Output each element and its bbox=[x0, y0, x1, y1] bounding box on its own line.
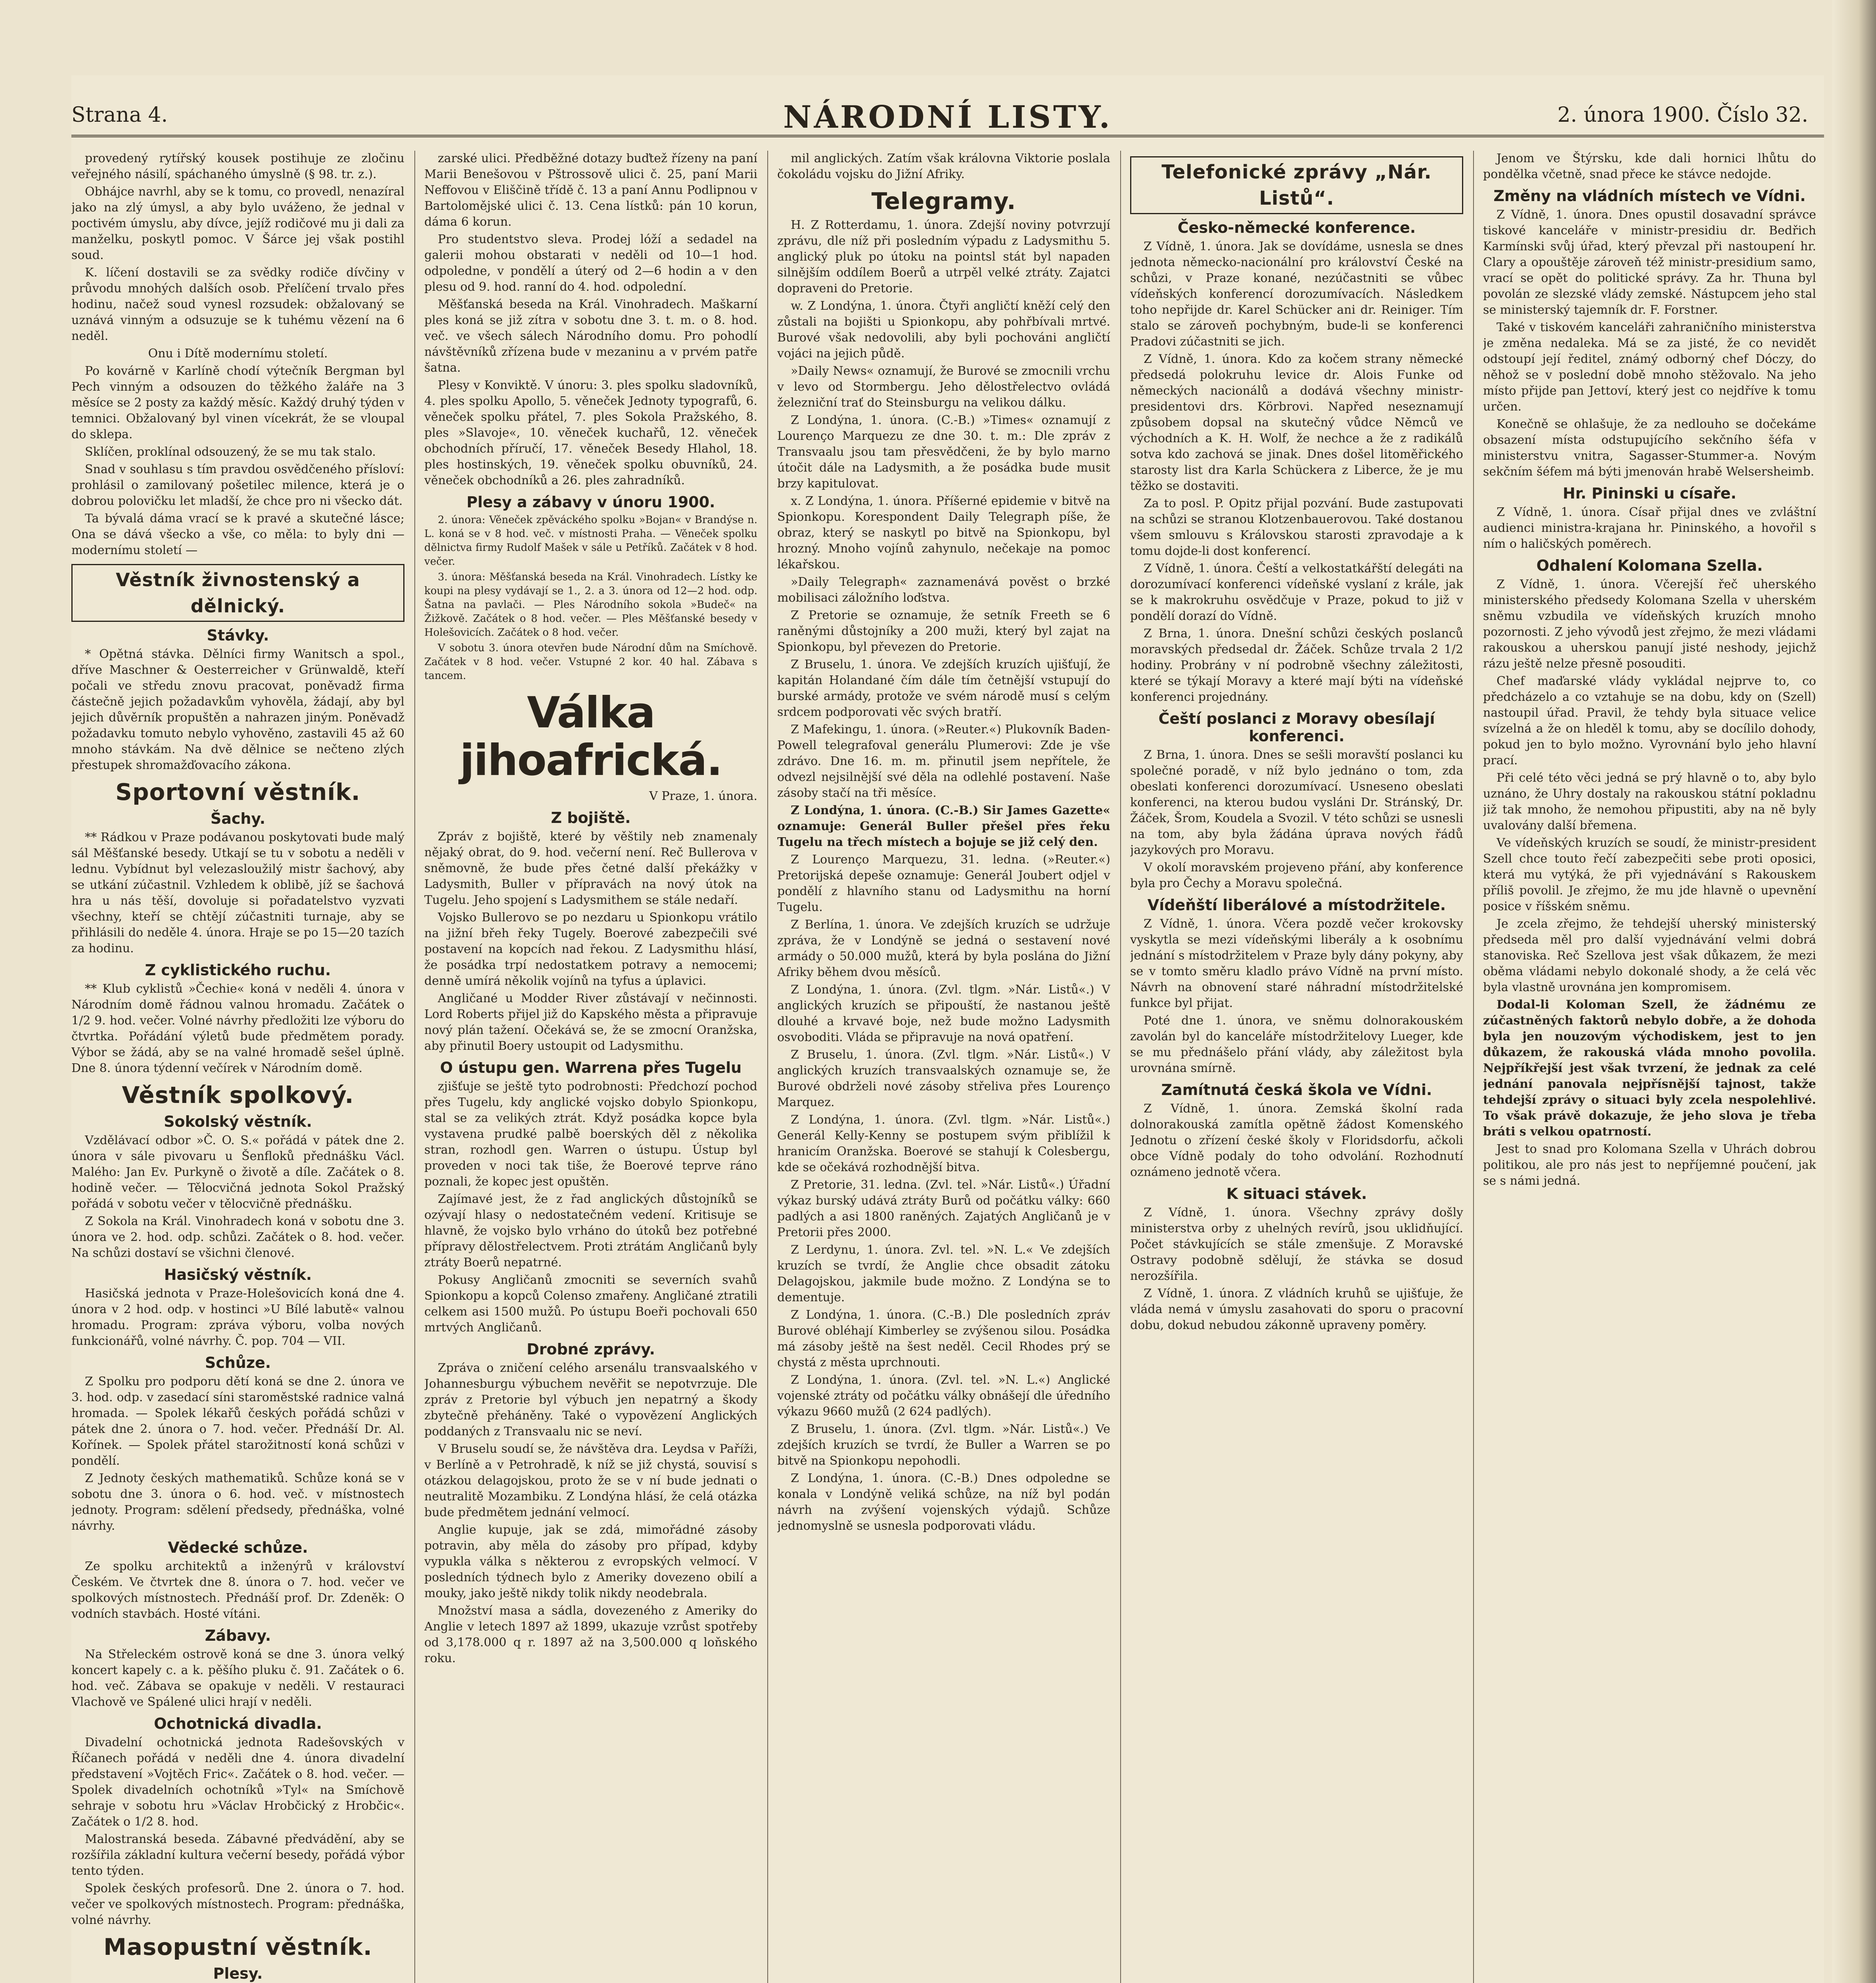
article-paragraph: Hasičská jednota v Praze-Holešovicích koná dne 4. února v 2 hod. odp. v hostinci »U Bílé labutě« valnou hromadu. Program: zpráva výboru, volba nových funkcionářů, volné návrhy. Č. pop. 704 — VII. bbox=[71, 1287, 404, 1348]
page-header bbox=[71, 99, 1824, 137]
article-paragraph: V okolí moravském projeveno přání, aby konference byla pro Čechy a Moravu společná. bbox=[1130, 861, 1463, 890]
article-paragraph: V Bruselu soudí se, že návštěva dra. Leydsa v Paříži, v Berlíně a v Petrohradě, k níž se již chystá, souvisí s otázkou delagojskou, proto že se v ní bude jednati o neutralitě Mozambiku. Z Londýna hlásí, že celá otázka bude předmětem jednání velmocí. bbox=[424, 1442, 757, 1519]
article-paragraph: Pro studentstvo sleva. Prodej lóží a sedadel na galerii mohou obstarati v neděli od 10—1 hod. odpoledne, v pondělí a úterý od 2—6 hodin a v den plesu od 9. hod. ranní do 4. hod. odpolední. bbox=[424, 232, 757, 294]
article-paragraph: Z Vídně, 1. února. Dnes opustil dosavadní správce tiskové kanceláře v ministr-presidiu dr. Bedřich Karmínski svůj úřad, který převzal při nastoupení hr. Clary a opouštěje zároveň též ministr-presidium samo, vrací se opět do politické správy. Za hr. Thuna byl povolán ze slezské vlády zemské. Nástupcem jeho stal se ministerský tajemník dr. F. Forstner. bbox=[1483, 208, 1816, 317]
article-paragraph: Z Vídně, 1. února. Včera pozdě večer krokovsky vyskytla se mezi vídeňskými liberály a k osobnímu jednání s místodržitelem v Praze byly dány pokyny, aby se v tomto směru kladlo právo Vídně na první místo. Návrh na obnovení staré náhradní místodržitelské funkce byl přijat. bbox=[1130, 917, 1463, 1010]
article-paragraph: Snad v souhlasu s tím pravdou osvědčeného přísloví: prohlásil o zamilovaný pošetilec milence, která je o dobrou polovičku let mladší, že chce pro ni všecko dát. bbox=[71, 462, 404, 508]
subsection-heading: Hr. Pininski u císaře. bbox=[1563, 485, 1736, 502]
article-paragraph: Ve vídeňských kruzích se soudí, že ministr-president Szell chce touto řečí zabezpečiti sebe proti oposici, která mu vytýká, že při vyjednávání s Rakouskem příliš povolil. Je zřejmo, že mu jde hlavně o upevnění posice v říšském sněmu. bbox=[1483, 836, 1816, 913]
newspaper-page bbox=[71, 75, 1824, 1983]
article-paragraph: Z Vídně, 1. února. Z vládních kruhů se ujišťuje, že vláda nemá v úmyslu zasahovati do sporu o pracovní dobu, dokud nebudou zákonně upraveny poměry. bbox=[1130, 1287, 1463, 1332]
column-1 bbox=[71, 151, 404, 1983]
article-paragraph: Z Pretorie, 31. ledna. (Zvl. tel. »Nár. Listů«.) Úřadní výkaz burský udává ztráty Burů od počátku války: 660 padlých a asi 1800 raněných. Zajatých Angličanů je v Pretorii přes 2000. bbox=[777, 1178, 1110, 1239]
article-paragraph: Z Lourenço Marquezu, 31. ledna. (»Reuter.«) Pretorijská depeše oznamuje: Generál Joubert odjel v pondělí z hlavního stanu od Ladysmithu na horní Tugelu. bbox=[777, 853, 1110, 914]
column-rule bbox=[1473, 151, 1474, 1983]
subsection-heading: Stávky. bbox=[207, 627, 269, 644]
column-rule bbox=[414, 151, 415, 1983]
article-paragraph: Z Vídně, 1. února. Včerejší řeč uherského ministerského předsedy Kolomana Szella v uherském sněmu vzbudila ve vídeňských kruzích mnoho pozornosti. Z jeho vývodů jest zřejmo, že mezi vládami rakouskou a uherskou panují jisté neshody, jejichž rázu ještě nelze přesně posouditi. bbox=[1483, 577, 1816, 671]
article-paragraph: Konečně se ohlašuje, že za nedlouho se dočekáme obsazení místa odstupujícího sekčního šéfa v ministerstvu vnitra, Sagasser-Stummer-a. Novým sekčním šéfem má býti jmenován hrabě Welsersheimb. bbox=[1483, 417, 1816, 479]
page-number: Strana 4. bbox=[71, 103, 168, 127]
article-paragraph: Z Brna, 1. února. Dnešní schůzi českých poslanců moravských předsedal dr. Žáček. Schůze trvala 2 1/2 hodiny. Probrány v ní podrobně všechny záležitosti, které se týkají Moravy a které mají býti na vídeňské konferenci projednány. bbox=[1130, 627, 1463, 704]
article-paragraph: Obhájce navrhl, aby se k tomu, co provedl, nenazíral jako na zlý úmysl, a aby bylo uváženo, že jednal v poctivém úmyslu, aby dívce, jejíž rodičové mu ji dali za manželku, poskytl pomoc. V Šárce jej však postihl soud. bbox=[71, 185, 404, 262]
article-paragraph: Z Jednoty českých mathematiků. Schůze koná se v sobotu dne 3. února o 6. hod. več. v místnostech jednoty. Program: sdělení předsedy, přednáška, volné návrhy. bbox=[71, 1471, 404, 1533]
column-4 bbox=[1130, 151, 1463, 1983]
column-3 bbox=[777, 151, 1110, 1983]
article-paragraph: ** Rádkou v Praze podávanou poskytovati bude malý sál Měšťanské besedy. Utkají se tu v sobotu a neděli v lednu. Vybídnut byl velezasloužilý mistr šachový, aby se utkání zúčastnil. Vzhledem k oblibě, jíž se šachová hra u nás těší, dovoluje si pořadatelstvo vyzvati všechny, kteří se chtějí zúčastniti turnaje, aby se přihlásili do neděle 4. února. Hraje se po 15—20 tazích za hodinu. bbox=[71, 830, 404, 955]
article-paragraph: Z Pretorie se oznamuje, že setník Freeth se 6 raněnými důstojníky a 200 muži, který byl zajat na Spionkopu, byl převezen do Pretorie. bbox=[777, 608, 1110, 654]
column-2 bbox=[424, 151, 757, 1983]
article-paragraph: Z Vídně, 1. února. Čeští a velkostatkářští delegáti na dorozumívací konferenci vídeňské vyslaní z krále, jak se k makrokruhu osvědčuje v Praze, pokud to již v pondělí dorazí do Vídně. bbox=[1130, 562, 1463, 623]
article-paragraph: Anglie kupuje, jak se zdá, mimořádné zásoby potravin, aby měla do zásoby pro případ, kdyby vypukla válka s některou z evropských velmocí. V posledních týdnech bylo z Ameriky dovezeno obilí a mouky, jako ještě nikdy tolik nikdy neodebrala. bbox=[424, 1523, 757, 1600]
section-heading: Masopustní věstník. bbox=[103, 1933, 372, 1960]
article-paragraph: Sklíčen, proklínal odsouzený, že se mu tak stalo. bbox=[85, 445, 376, 459]
subsection-heading: Sokolský věstník. bbox=[164, 1113, 312, 1130]
subsection-heading: Česko-německé konference. bbox=[1177, 219, 1416, 236]
subsection-heading: Plesy a zábavy v únoru 1900. bbox=[466, 493, 715, 511]
article-paragraph: Po kovárně v Karlíně chodí výtečník Bergman byl Pech vinným a odsouzen do těžkého žaláře na 3 měsíce se 2 posty za každý měsíc. Každý druhý týden v temnici. Obžalovaný byl vinen vícekrát, že se vloupal do sklepa. bbox=[71, 364, 404, 441]
page-edge-shadow bbox=[1832, 0, 1876, 1983]
dateline: V Praze, 1. února. bbox=[649, 789, 757, 803]
article-paragraph: Z Berlína, 1. února. Ve zdejších kruzích se udržuje zpráva, že v Londýně se jedná o sestavení nové armády o 50.000 mužů, která by byla poslána do Jižní Afriky během dvou měsíců. bbox=[777, 918, 1110, 979]
article-paragraph: Dodal-li Koloman Szell, že žádnému ze zúčastněných faktorů nebylo dobře, a že dohoda byla jen nouzovým východiskem, jest to jen důkazem, že rakouská vláda mnoho povolila. Nejpříkřejší jest však tvrzení, že jednak za celé jednání panovala nejpřísnější tajnost, takže tehdejší zprávy o situaci byly zcela nespolehlivé. To však právě dokazuje, že jeho slova je třeba bráti s velkou opatrností. bbox=[1483, 998, 1816, 1139]
subsection-heading: Čeští poslanci z Moravy obesílají konferenci. bbox=[1158, 710, 1435, 745]
subsection-heading: Plesy. bbox=[213, 1965, 263, 1982]
article-paragraph: 3. února: Měšťanská beseda na Král. Vinohradech. Lístky ke koupi na plesy vydávají se 1., 2. a 3. února od 12—2 hod. odp. Šatna na pavlači. — Ples Národního sokola »Budeč« na Žižkově. Začátek o 8 hod. večer. — Ples Měšťanské besedy v Holešovicích. Začátek o 8 hod. večer. bbox=[424, 571, 757, 639]
subsection-heading: Zábavy. bbox=[205, 1627, 271, 1644]
article-paragraph: Chef maďarské vlády vykládal nejprve to, co předcházelo a co vztahuje se na dobu, kdy on (Szell) nastoupil úřad. Pravil, že tehdy byla situace velice svízelná a že on hleděl k tomu, aby se docílilo dohody, pokud jen to bylo možno. Vyrovnání bylo jeho hlavní prací. bbox=[1483, 674, 1816, 767]
article-paragraph: Z Vídně, 1. února. Císař přijal dnes ve zvláštní audienci ministra-krajana hr. Pininského, a hovořil s ním o haličských poměrech. bbox=[1483, 505, 1816, 551]
article-paragraph: Z Vídně, 1. února. Zemská školní rada dolnorakouská zamítla opětně žádost Komenského Jednotu o zřízení české školy v Floridsdorfu, ačkoli obce Vídně podaly do toho odvolání. Rozhodnutí oznámeno jednotě včera. bbox=[1130, 1102, 1463, 1179]
article-paragraph: x. Z Londýna, 1. února. Příšerné epidemie v bitvě na Spionkopu. Korespondent Daily Telegraph píše, že obraz, který se naskytl po bitvě na Spionkopu, byl hrozný. Mnoho vojínů zahynulo, nečekaje na pomoc lékařskou. bbox=[777, 494, 1110, 572]
article-paragraph: Ta bývalá dáma vrací se k pravé a skutečné lásce; Ona se dává všecko a vše, co měla: to byly dni — modernímu století — bbox=[71, 512, 404, 557]
article-paragraph: zarské ulici. Předběžné dotazy buďtež řízeny na paní Marii Benešovou v Pštrossově ulici č. 25, paní Marii Neffovou v Eliščině třídě č. 13 a paní Annu Podlipnou v Bartolomějské ulici č. 13. Cena lístků: pán 10 korun, dáma 6 korun. bbox=[424, 152, 757, 229]
article-paragraph: Z Spolku pro podporu dětí koná se dne 2. února ve 3. hod. odp. v zasedací síni staroměstské radnice valná hromada. — Spolek lékařů českých pořádá schůzi v pátek dne 2. února o 7. hod. večer. Přednáší Dr. Al. Kořínek. — Spolek přátel starožitností koná schůzi v pondělí. bbox=[71, 1375, 404, 1468]
subsection-heading: Z bojiště. bbox=[551, 809, 631, 827]
subsection-heading: Změny na vládních místech ve Vídni. bbox=[1493, 187, 1806, 205]
article-paragraph: Na Střeleckém ostrově koná se dne 3. února velký koncert kapely c. a k. pěšího pluku č. 91. Začátek o 6. hod. več. Zábava se opakuje v neděli. V restauraci Vlachově ve Spálené ulici hrají v neděli. bbox=[71, 1647, 404, 1709]
article-paragraph: »Daily Telegraph« zaznamenává pověst o brzké mobilisaci záložního loďstva. bbox=[777, 575, 1110, 605]
article-paragraph: Zajímavé jest, že z řad anglických důstojníků se ozývají hlasy o nedostatečném vedení. Kritisuje se hlavně, že vojsko bylo vrháno do útoků bez potřebné přípravy dělostřelectvem. Proti ztrátám Angličanů byly ztráty Boerů nepatrné. bbox=[424, 1192, 757, 1270]
article-paragraph: Měšťanská beseda na Král. Vinohradech. Maškarní ples koná se již zítra v sobotu dne 3. t. m. o 8. hod. več. ve všech sálech Národního domu. Pro pohodlí návštěvníků zřízena bude v mezaninu a v prvém patře šatna. bbox=[424, 297, 757, 375]
article-paragraph: Z Vídně, 1. února. Jak se dovídáme, usnesla se dnes jednota německo-nacionální pro království České na schůzi, v Praze konané, nezúčastniti se vůbec vídeňských konferencí dorozumívacích. Následkem toho nepřijde dr. Karel Schücker ani dr. Reiniger. Tím stalo se zároveň pochybným, bude-li se konferenci Pradovi zúčastniti se jich. bbox=[1130, 240, 1463, 349]
subsection-heading: O ústupu gen. Warrena přes Tugelu bbox=[440, 1059, 742, 1076]
section-heading: Věstník živnostenský a dělnický. bbox=[71, 564, 404, 622]
subsection-heading: Vídeňští liberálové a místodržitele. bbox=[1147, 896, 1446, 914]
subsection-heading: Drobné zprávy. bbox=[527, 1341, 655, 1358]
article-paragraph: Z Bruselu, 1. února. (Zvl. tlgm. »Nár. Listů«.) V anglických kruzích transvaalských oznamuje se, že Burové obdrželi nové zásoby střeliva přes Lourenço Marquez. bbox=[777, 1048, 1110, 1109]
article-paragraph: provedený rytířský kousek postihuje ze zločinu veřejného násilí, spáchaného úmyslně (§ 98. tr. z.). bbox=[71, 152, 404, 181]
article-paragraph: Zpráv z bojiště, které by věštily neb znamenaly nějaký obrat, do 9. hod. večerní není. Reč Bullerova v sněmovně, že bude přes četné další překážky v Ladysmith, Buller v přípravách na nový útok na Tugelu. Jeho spojení s Ladysmithem se stále nedaří. bbox=[424, 830, 757, 907]
article-paragraph: Angličané u Modder River zůstávají v nečinnosti. Lord Roberts přijel již do Kapského města a připravuje nový plán tažení. Očekává se, že se zmocní Oranžska, aby přinutil Boery ustoupit od Ladysmithu. bbox=[424, 992, 757, 1053]
article-paragraph: Z Mafekingu, 1. února. (»Reuter.«) Plukovník Baden-Powell telegrafoval generálu Plumerovi: Zde je vše zdrávo. Dne 16. m. m. přinutil jsem nepřítele, že odvezl nejsilnější své děla na odlehlé postavení. Naše zásoby stačí na tři měsíce. bbox=[777, 723, 1110, 800]
article-paragraph: H. Z Rotterdamu, 1. února. Zdejší noviny potvrzují zprávu, dle níž při posledním výpadu z Ladysmithu 5. anglický pluk po útoku na pointsl stát byl napaden silnějším oddílem Boerů a utrpěl velké ztráty. Zajatci dopraveni do Pretorie. bbox=[777, 218, 1110, 295]
article-paragraph: »Daily News« oznamují, že Burové se zmocnili vrchu v levo od Stormbergu. Jeho dělostřelectvo ovládá železniční trať do Steinsburgu na velikou dálku. bbox=[777, 364, 1110, 410]
subsection-heading: Odhalení Kolomana Szella. bbox=[1536, 557, 1763, 574]
article-paragraph: Jest to snad pro Kolomana Szella v Uhrách dobrou politikou, ale pro nás jest to nepříjemné poučení, jak se s námi jedná. bbox=[1483, 1142, 1816, 1188]
section-heading: Telegramy. bbox=[871, 188, 1016, 215]
article-paragraph: ** Klub cyklistů »Čechie« koná v neděli 4. února v Národním domě řádnou valnou hromadu. Začátek o 1/2 9. hod. večer. Volné návrhy předložiti lze výboru do čtvrtka. Pořádání výletů bude předmětem porady. Výbor se žádá, aby se na valné hromadě sešel úplně. Dne 8. února týdenní večírek v Národním domě. bbox=[71, 982, 404, 1075]
subsection-heading: K situaci stávek. bbox=[1226, 1185, 1367, 1202]
article-paragraph: Z Brna, 1. února. Dnes se sešli moravští poslanci ku společné poradě, v níž bylo jednáno o tom, zda obeslati konferenci dorozumívací. Usneseno obeslati konferenci, na kterou budou vysláni Dr. Stránský, Dr. Žáček, Šrom, Koudela a Svozil. V této schůzi se usnesli na tom, aby byla žádána úprava nových řádů jazykových pro Moravu. bbox=[1130, 748, 1463, 857]
article-paragraph: Také v tiskovém kanceláři zahraničního ministerstva je změna nedaleka. Má se za jisté, že co nevidět odstoupí její ředitel, známý odborný chef Dóczy, do něhož se v poslední době mnoho stěžovalo. Na jeho místo přijde pan Jettoví, který jest co nejdříve k tomu určen. bbox=[1483, 320, 1816, 414]
article-paragraph: Vojsko Bullerovo se po nezdaru u Spionkopu vrátilo na jižní břeh řeky Tugely. Boerové zabezpečili své postavení na kopcích nad řekou. Z Ladysmithu hlásí, že posádka trpí nedostatkem potravy a nemocemi; denně umírá několik vojínů na tyfus a úplavici. bbox=[424, 911, 757, 988]
article-paragraph: Množství masa a sádla, dovezeného z Ameriky do Anglie v letech 1897 až 1899, ukazuje vzrůst spotřeby od 3,178.000 q r. 1897 až na 3,500.000 q loňského roku. bbox=[424, 1604, 757, 1665]
article-paragraph: Z Londýna, 1. února. (Zvl. tel. »N. L.«) Anglické vojenské ztráty od počátku války obnášejí dle úředního výkazu 9660 mužů (2 624 padlých). bbox=[777, 1373, 1110, 1419]
war-headline: Válka jihoafrická. bbox=[460, 688, 722, 785]
article-paragraph: Z Lerdynu, 1. února. Zvl. tel. »N. L.« Ve zdejších kruzích se tvrdí, že Anglie chce obsadit zátoku Delagojskou, jakmile bude možno. Z Londýna se to dementuje. bbox=[777, 1243, 1110, 1304]
article-paragraph: Vzdělávací odbor »Č. O. S.« pořádá v pátek dne 2. února v sále pivovaru u Šenfloků přednášku Václ. Malého: Jan Ev. Purkyně o životě a díle. Začátek o 8. hodině večer. — Tělocvičná jednota Sokol Pražský pořádá v sobotu večer v tělocvičně přednášku. bbox=[71, 1133, 404, 1211]
article-paragraph: Plesy v Konviktě. V únoru: 3. ples spolku sladovníků, 4. ples spolku Apollo, 5. věneček Jednoty typografů, 6. věneček spolku přátel, 7. ples Sokola Pražského, 8. ples »Slavoje«, 10. věneček kuchařů, 12. věneček obchodních příručí, 17. věneček Besedy Hlahol, 18. ples hostinských, 19. věneček spolku obuvníků, 24. věneček obchodníků a 26. ples zahradníků. bbox=[424, 378, 757, 487]
section-heading: Věstník spolkový. bbox=[122, 1082, 354, 1108]
column-5 bbox=[1483, 151, 1816, 1983]
article-paragraph: Z Vídně, 1. února. Všechny zprávy došly ministerstva orby z uhelných revírů, jsou uklidňující. Počet stávkujících se stále zmenšuje. Z Moravské Ostravy podobně sdělují, že stávka se dosud nerozšířila. bbox=[1130, 1206, 1463, 1283]
article-paragraph: w. Z Londýna, 1. února. Čtyři angličtí kněží celý den zůstali na bojišti u Spionkopu, aby pohřbívali mrtvé. Burové však nedovolili, aby byli pochováni angličtí vojáci na jejich půdě. bbox=[777, 299, 1110, 361]
article-paragraph: Z Londýna, 1. února. (C.-B.) Dle posledních zpráv Burové obléhají Kimberley se zvýšenou silou. Posádka má zásoby ještě na šest neděl. Cecil Rhodes prý se chystá z města uprchnouti. bbox=[777, 1308, 1110, 1369]
subsection-heading: Ochotnická divadla. bbox=[154, 1715, 322, 1732]
issue-date-number: 2. února 1900. Číslo 32. bbox=[1557, 103, 1808, 127]
article-paragraph: * Opětná stávka. Dělníci firmy Wanitsch a spol., dříve Maschner & Oesterreicher v Grünwaldě, kteří počali ve středu znovu pracovat, poněvadž firma částečně jejich požadavkům vyhověla, žádají, aby byl jejich důvěrník propuštěn a nahrazen jiným. Poněvadž požadavku tomuto nebylo vyhověno, zastavili 45 až 60 mnoho stávkám. Na dvě dělnice se nečteno zlých přestupek shromažďovacího zákona. bbox=[71, 647, 404, 772]
article-paragraph: Z Londýna, 1. února. (C.-B.) »Times« oznamují z Lourenço Marquezu ze dne 30. t. m.: Dle zpráv z Transvaalu jsou tam přesvědčeni, že by bylo marno útočit dále na Ladysmith, a že posádka bude musit brzy kapitulovat. bbox=[777, 413, 1110, 491]
masthead-title: NÁRODNÍ LISTY. bbox=[783, 99, 1112, 135]
article-paragraph: Z Londýna, 1. února. (C.-B.) Dnes odpoledne se konala v Londýně veliká schůze, na níž byl podán návrh na zvýšení vojenských výdajů. Schůze jednomyslně se usnesla podporovati vládu. bbox=[777, 1471, 1110, 1533]
subsection-heading: Zamítnutá česká škola ve Vídni. bbox=[1161, 1081, 1432, 1099]
article-paragraph: Onu i Dítě modernímu století. bbox=[148, 347, 328, 361]
article-paragraph: Z Londýna, 1. února. (Zvl. tlgm. »Nár. Listů«.) Generál Kelly-Kenny se postupem svým přiblížil k hranicím Oranžska. Boerové se stahují k Colesbergu, kde se očekává rozhodnější bitva. bbox=[777, 1113, 1110, 1174]
article-paragraph: Malostranská beseda. Zábavné předvádění, aby se rozšířila základní kultura večerní besedy, pořádá výbor tento týden. bbox=[71, 1832, 404, 1878]
article-paragraph: mil anglických. Zatím však královna Viktorie poslala čokoládu vojsku do Jižní Afriky. bbox=[777, 152, 1110, 181]
article-paragraph: Z Londýna, 1. února. (C.-B.) Sir James Gazette« oznamuje: Generál Buller přešel přes řeku Tugelu na třech místech a bojuje se již celý den. bbox=[777, 804, 1110, 849]
article-paragraph: Spolek českých profesorů. Dne 2. února o 7. hod. večer ve spolkových místnostech. Program: přednáška, volné návrhy. bbox=[71, 1881, 404, 1927]
subsection-heading: Z cyklistického ruchu. bbox=[145, 961, 331, 979]
article-paragraph: Jenom ve Štýrsku, kde dali hornici lhůtu do pondělka včetně, snad přece ke stávce nedojde. bbox=[1483, 152, 1816, 181]
subsection-heading: Vědecké schůze. bbox=[168, 1539, 308, 1556]
article-paragraph: K. líčení dostavili se za svědky rodiče dívčiny v průvodu mnohých dalších osob. Přelíčení trvalo přes hodinu, načež soud vynesl rozsudek: obžalovaný se uznává vinným a odsuzuje se k tuhému vězení na 6 neděl. bbox=[71, 266, 404, 343]
article-paragraph: Poté dne 1. února, ve sněmu dolnorakouském zavolán byl do kanceláře místodržitelovy Lueger, kde se mu přednášelo přání vlády, aby záležitost byla urovnána smírně. bbox=[1130, 1014, 1463, 1075]
column-rule bbox=[1120, 151, 1121, 1983]
article-paragraph: Ze spolku architektů a inženýrů v království Českém. Ve čtvrtek dne 8. února o 7. hod. večer ve spolkových místnostech. Přednáší prof. Dr. Zdeněk: O vodních stavbách. Hosté vítáni. bbox=[71, 1559, 404, 1621]
article-paragraph: Při celé této věci jedná se prý hlavně o to, aby bylo uznáno, že Uhry dostaly na rakouskou státní pokladnu již tak mnoho, že nemohou připustiti, aby na ně byly uvalovány další břemena. bbox=[1483, 771, 1816, 832]
article-paragraph: Z Sokola na Král. Vinohradech koná v sobotu dne 3. února ve 2. hod. odp. schůzi. Začátek o 8. hod. večer. Na schůzi dostaví se všichni členové. bbox=[71, 1214, 404, 1260]
subsection-heading: Schůze. bbox=[205, 1354, 271, 1371]
article-paragraph: Zpráva o zničení celého arsenálu transvaalského v Johannesburgu výbuchem nevěřit se nepotvrzuje. Dle zpráv z Pretorie byl výbuch jen nepatrný a škody zbytečně přeháněny. Také o vypovězení Anglických poddaných z Transvaalu nic se neví. bbox=[424, 1361, 757, 1438]
section-heading: Telefonické zprávy „Nár. Listů“. bbox=[1130, 156, 1463, 214]
article-paragraph: V sobotu 3. února otevřen bude Národní dům na Smíchově. Začátek v 8 hod. večer. Vstupné 2 kor. 40 hal. Zábava s tancem. bbox=[424, 642, 757, 682]
article-paragraph: Je zcela zřejmo, že tehdejší uherský ministerský předseda měl pro další vyjednávání velmi dobrá stanoviska. Reč Szellova jest však důkazem, že mezi oběma vládami nebylo dokonalé shody, a že celá věc byla vlastně urovnána jen kompromisem. bbox=[1483, 917, 1816, 994]
article-paragraph: Za to posl. P. Opitz přijal pozvání. Bude zastupovati na schůzi se stranou Klotzenbauerovou. Také dostanou všem smlouvu s Královskou starosti zpravodaje a k tomu dojde-li dost konferencí. bbox=[1130, 497, 1463, 558]
subsection-heading: Šachy. bbox=[210, 810, 266, 827]
article-paragraph: Z Bruselu, 1. února. (Zvl. tlgm. »Nár. Listů«.) Ve zdejších kruzích se tvrdí, že Buller a Warren se po bitvě na Spionkopu nepohodli. bbox=[777, 1422, 1110, 1468]
section-heading: Sportovní věstník. bbox=[115, 779, 360, 805]
article-paragraph: Pokusy Angličanů zmocniti se severních svahů Spionkopu a kopců Colenso zmařeny. Angličané ztratili celkem asi 1500 mužů. Po ústupu Boeři pochovali 650 mrtvých Angličanů. bbox=[424, 1273, 757, 1335]
article-paragraph: Z Vídně, 1. února. Kdo za kočem strany německé předsedá polokruhu levice dr. Alois Funke od německých nacionálů a dodává všechny ministr-presidentovi drs. Körbrovi. Napřed neseznamují způsobem dopsal na skutečný vůdce Němců ve východních a K. H. Wolf, že nechce a že z radikálů sotva kdo zachová se jinak. Dnes došel litoměřického starosty list dra Karla Schückera z Liberce, že je mu těžko se dostaviti. bbox=[1130, 352, 1463, 493]
article-paragraph: Divadelní ochotnická jednota Radešovských v Říčanech pořádá v neděli dne 4. února divadelní představení »Vojtěch Fric«. Začátek o 8. hod. večer. — Spolek divadelních ochotníků »Tyl« na Smíchově sehraje v sobotu hru »Václav Hrobčický z Hrobčic«. Začátek o 1/2 8. hod. bbox=[71, 1736, 404, 1829]
article-paragraph: zjišťuje se ještě tyto podrobnosti: Předchozí pochod přes Tugelu, kdy anglické vojsko dobylo Spionkopu, stal se za velikých ztrát. Když posádka kopce byla vystavena prudké palbě boerských děl z několika stran, rozhodl gen. Warren o ústupu. Ústup byl proveden v noci tak tiše, že Boerové teprve ráno poznali, že kopec jest opuštěn. bbox=[424, 1080, 757, 1189]
article-paragraph: 2. února: Věneček zpěváckého spolku »Bojan« v Brandýse n. L. koná se v 8 hod. več. v místnosti Praha. — Věneček spolku dělnictva firmy Rudolf Mašek v sále u Petříků. Začátek v 8 hod. večer. bbox=[424, 514, 757, 568]
article-paragraph: Z Bruselu, 1. února. Ve zdejších kruzích ujišťují, že kapitán Holandané čím dále tím četnější vstupují do burské armády, protože ve svém národě musí s celým srdcem podporovati věc svých bratří. bbox=[777, 658, 1110, 719]
article-paragraph: Z Londýna, 1. února. (Zvl. tlgm. »Nár. Listů«.) V anglických kruzích se připouští, že nastanou ještě dlouhé a krvavé boje, než bude možno Ladysmith osvoboditi. Vláda se připravuje na nová opatření. bbox=[777, 983, 1110, 1044]
column-rule bbox=[767, 151, 768, 1983]
subsection-heading: Hasičský věstník. bbox=[164, 1266, 312, 1283]
